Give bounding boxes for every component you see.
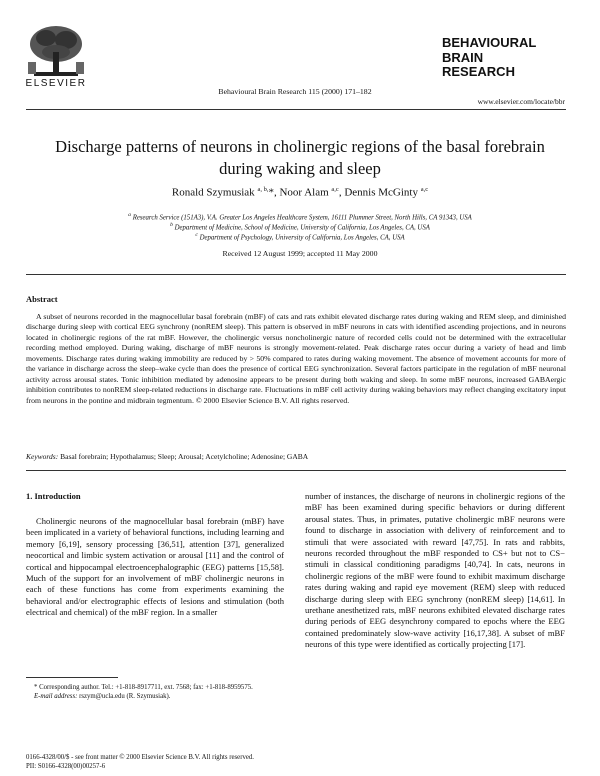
corresponding-mark[interactable]: * [268, 186, 274, 199]
received-dates: Received 12 August 1999; accepted 11 May 2000 [222, 249, 378, 258]
affiliation [40, 232, 560, 241]
author-name: Ronald Szymusiak [171, 186, 255, 199]
affiliation-mark: c [195, 232, 198, 238]
keywords [26, 452, 566, 461]
journal-url[interactable]: www.elsevier.com/locate/bbr [477, 97, 565, 106]
footnote-email-label: E-mail address: [34, 693, 78, 700]
affiliation [40, 212, 560, 221]
journal-name-line: BEHAVIOURAL [442, 35, 537, 50]
footnote [26, 683, 284, 701]
pii-line: PII: S0166-4328(00)00257-6 [26, 763, 106, 770]
copyright-block [26, 753, 566, 771]
footnote-correspondence: * Corresponding author. Tel.: +1-818-8917711, ext. 7568; fax: +1-818-8959575. [34, 684, 253, 691]
section-heading: 1. Introduction [26, 491, 81, 501]
author-name: Dennis McGinty [344, 186, 418, 199]
author-name: Noor Alam [279, 186, 329, 199]
affiliation-text: Research Service (151A3), V.A. Greater Los Angeles Healthcare System, 16111 Plummer Street, North Hills, CA 91343, USA [132, 214, 472, 222]
publisher-wordmark: ELSEVIER [25, 78, 87, 89]
journal-name-line: RESEARCH [442, 64, 515, 79]
author-affiliation-mark: a, b, [257, 186, 269, 193]
divider [26, 274, 566, 275]
copyright-line: 0166-4328/00/$ - see front matter © 2000 Elsevier Science B.V. All rights reserved. [26, 754, 254, 761]
affiliation [40, 222, 560, 231]
abstract-heading: Abstract [26, 294, 58, 304]
keywords-label: Keywords: [26, 452, 59, 461]
footnote-rule [26, 677, 118, 678]
article-title: Discharge patterns of neurons in cholinergic regions of the basal forebrain during waking and sleep [55, 137, 545, 178]
body-column-right: number of instances, the discharge of neurons in cholinergic regions of the mBF has been examined during specific behaviors or during different arousal states. Thus, in primates, putative cholinergic mBF neurons were found to discharge in association with delivery of reinforcement and to stimuli that were associated with reward [47,75]. In rats and rabbits, neurons recorded throughout the mBF responded to CS+ but not to CS− stimuli in classical conditioning paradigms [40,74]. In cats, neurons in cholinergic regions of the mBF were found to exhibit maximum discharge rates during waking and rapid eye movement (REM) sleep with reduced discharge during sleep with EEG synchrony (nonREM sleep) [14,61]. In urethane anesthetized rats, mBF neurons exhibited elevated discharge rates during periods of EEG desynchrony compared to epochs where the EEG contained predominately slow-wave activity [16,17,38]. A subset of mBF neurons of this type were identified as cortically projecting [17]. [305, 491, 565, 650]
author-affiliation-mark: a,c [420, 186, 429, 193]
journal-name-logo [442, 36, 562, 80]
affiliation-text: Department of Psychology, University of California, Los Angeles, CA, USA [199, 234, 405, 242]
author-affiliation-mark: a,c [331, 186, 339, 193]
body-column-left: Cholinergic neurons of the magnocellular basal forebrain (mBF) have been implicated in a variety of behavioral functions, including learning and memory [6,19], sensory processing [36,51], attention [37], generalized neocortical and limbic system activation or arousal [11] and the control of cortical and hippocampal electroencephalographic (EEG) patterns [15,58]. Much of the support for an involvement of mBF cholinergic neurons in each of these functions has come from experiments examining the behavioral and/or electrographic effects of lesions and stimulation (both electrical and chemical) of the mBF region. In a smaller [26, 516, 284, 618]
divider [26, 109, 566, 110]
footnote-email[interactable]: rszym@ucla.edu (R. Szymusiak). [79, 693, 171, 700]
keywords-list: Basal forebrain; Hypothalamus; Sleep; Arousal; Acetylcholine; Adenosine; GABA [60, 452, 309, 461]
divider [26, 470, 566, 471]
journal-citation: Behavioural Brain Research 115 (2000) 171–182 [218, 87, 372, 96]
affiliation-text: Department of Medicine, School of Medicine, University of California, Los Angeles, CA, USA [174, 224, 430, 232]
affiliation-mark: b [170, 222, 173, 228]
journal-name-line: BRAIN [442, 49, 484, 65]
author-list: Ronald Szymusiak $^{a, b,}$*, Noor Alam $^{a,c}$, Dennis McGinty $^{a,c}$ [171, 186, 429, 199]
abstract-text: A subset of neurons recorded in the magnocellular basal forebrain (mBF) of cats and rats exhibit elevated discharge rates during waking and REM sleep, and diminished discharge during sleep with cortical EEG synchrony (nonREM sleep). This pattern is observed in mBF neurons in cats with identified ascending projections, and in neurons located in cholinergic regions of the rat mBF. However, the cholinergic versus noncholinergic nature of recorded cells could not be determined with the extracellular recording method employed. During waking, discharge of mBF neurons is strongly movement-related. Peak discharge rates occur during a variety of head and limb movements. Discharge rates during waking immobility are reduced by > 50% compared to rates during waking movement. The absence of movement accounts for more of the variance in discharge across the sleep–wake cycle than does the presence of cortical EEG synchronization. Several factors participate in the regulation of mBF neuronal activity across arousal states. Tonic inhibition mediated by adenosine appears to be present during both waking and sleep. In some mBF neurons, increased GABAergic inhibition contributes to nonREM sleep-related reductions in discharge rate. Fluctuations in mBF cell activity during waking behaviors may reflect changing excitatory input from neurons in the pontine and midbrain tegmentum. © 2000 Elsevier Science B.V. All rights reserved. [26, 312, 566, 405]
affiliation-mark: a [128, 212, 131, 218]
